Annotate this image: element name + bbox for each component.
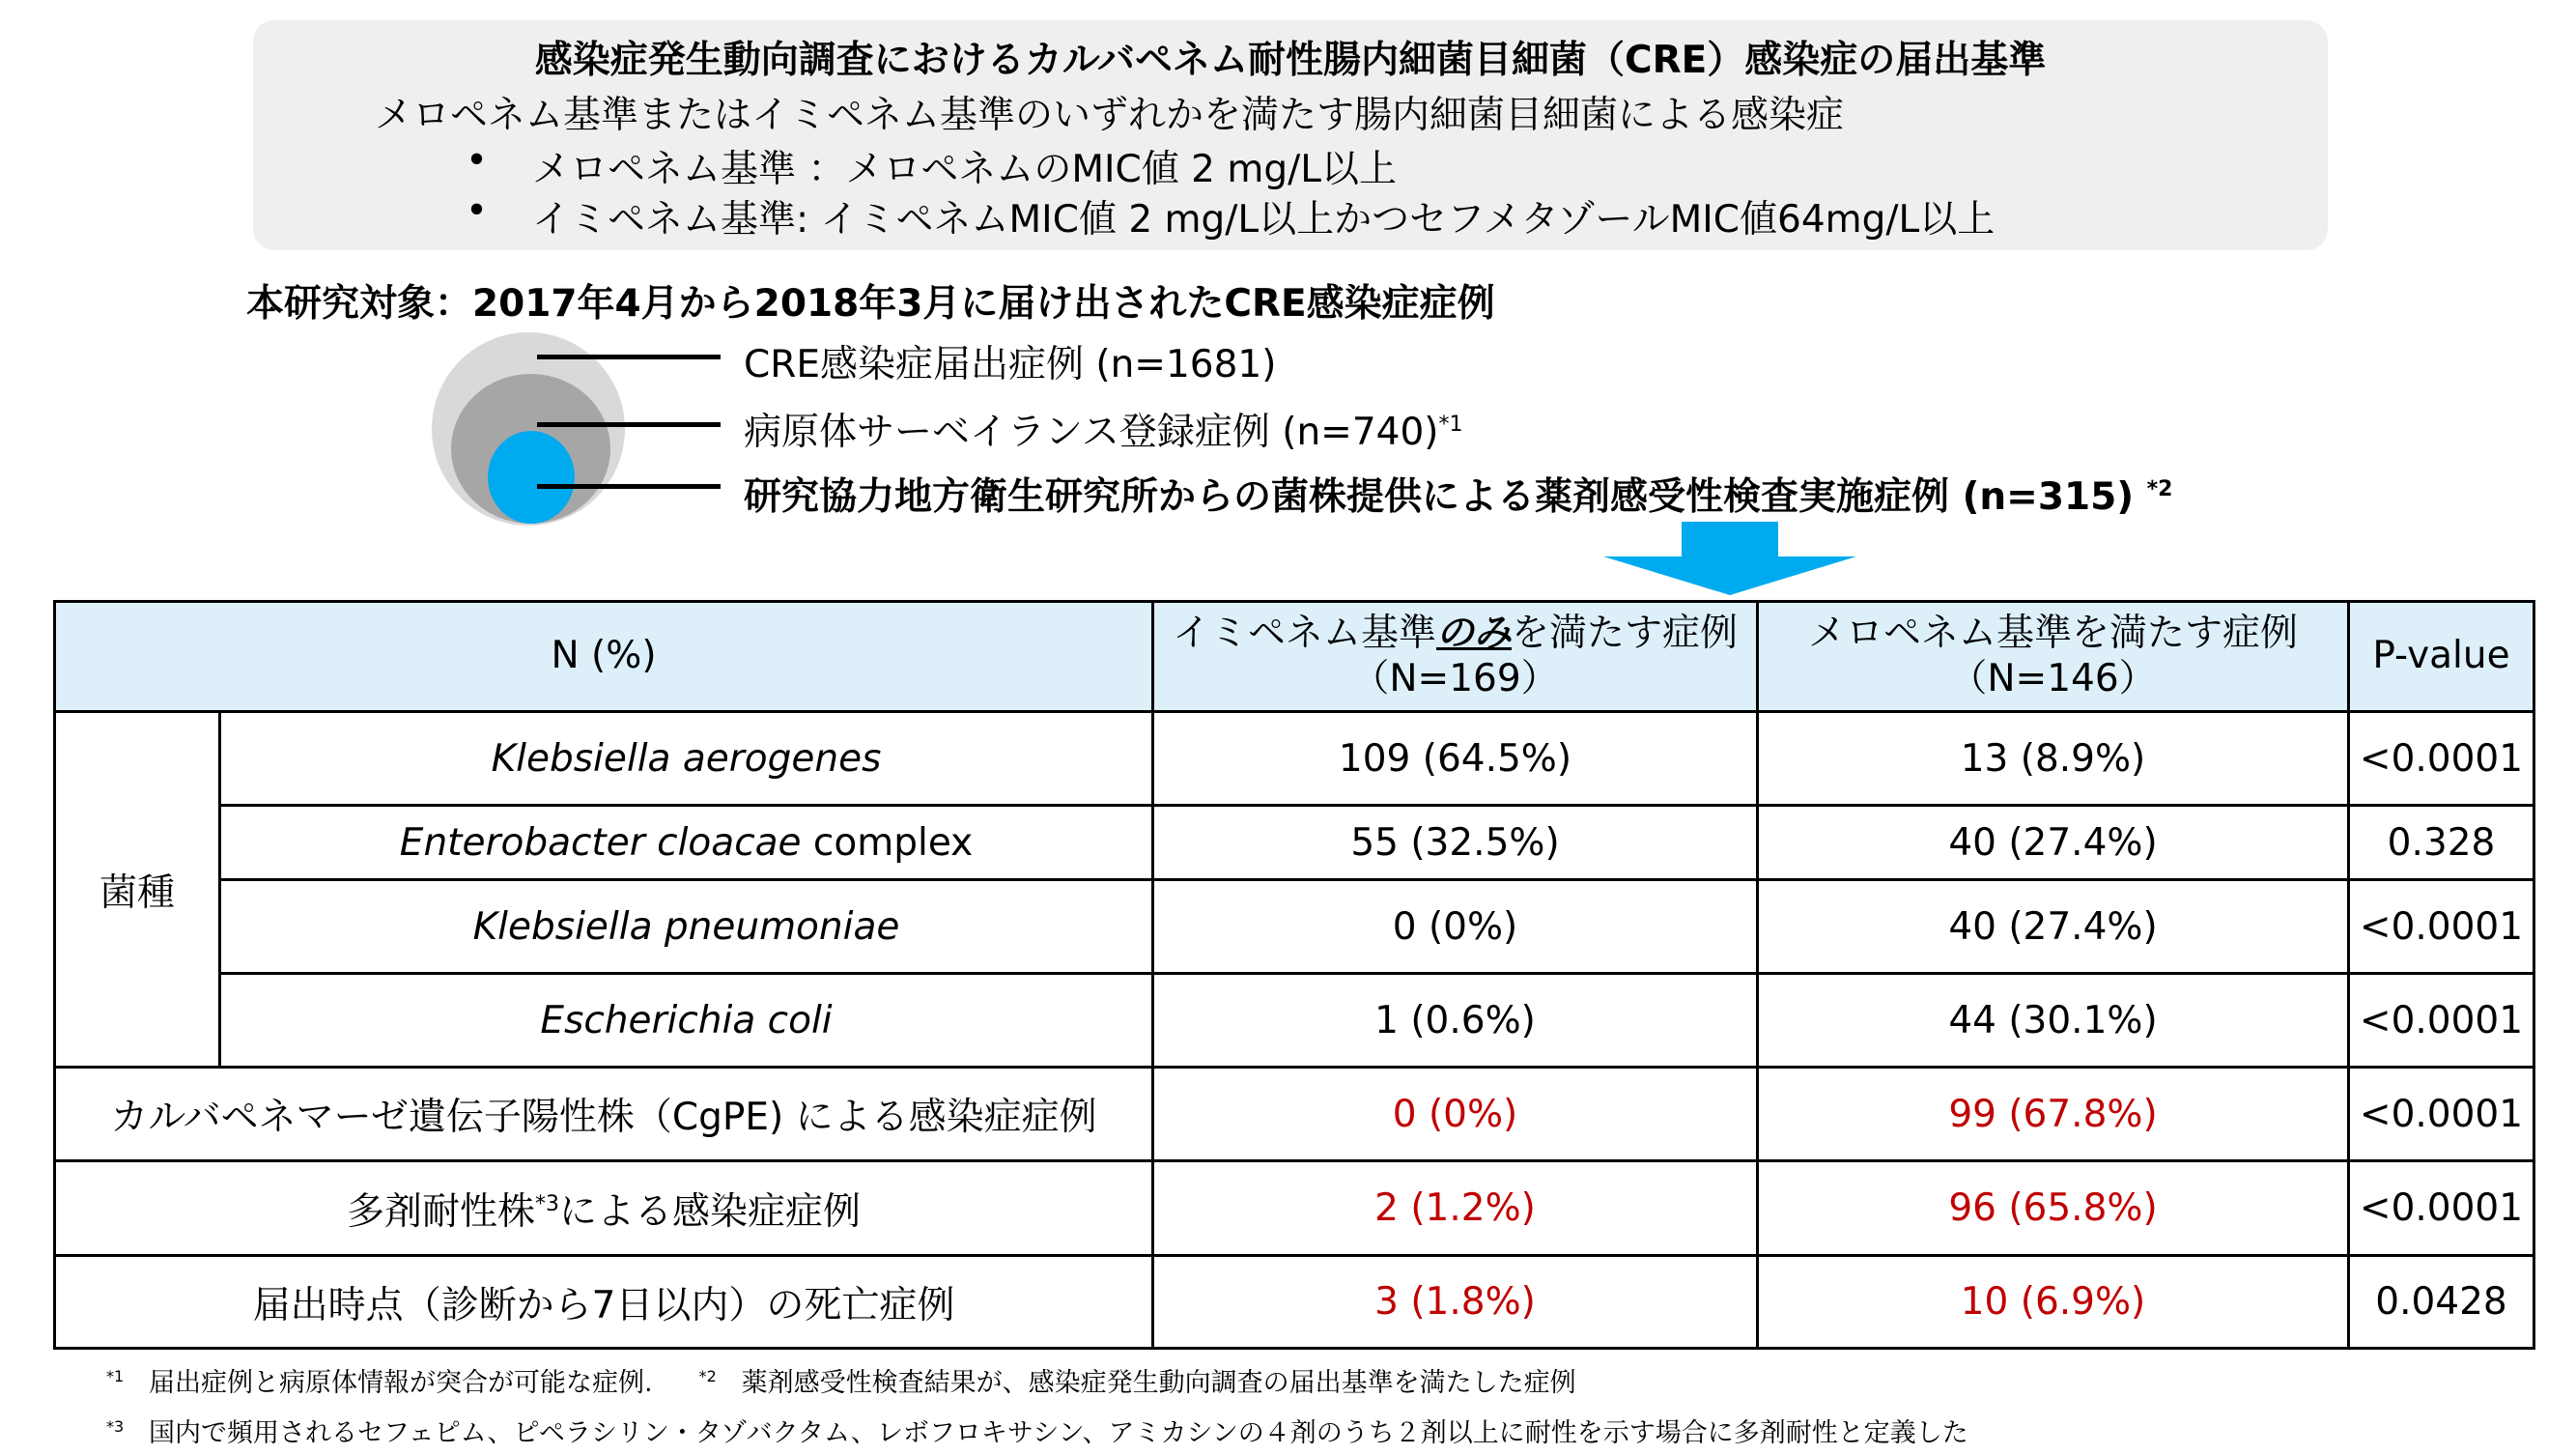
leader-line <box>537 355 721 359</box>
row-label: 届出時点（診断から7日以内）の死亡症例 <box>55 1256 1153 1349</box>
bullet: • <box>466 139 489 183</box>
imipenem-value: 109 (64.5%) <box>1153 712 1758 806</box>
table-row <box>55 712 2534 806</box>
footnote-line: $^{*3}$ 国内で頻用されるセフェピム、ピペラシリン・タゾバクタム、レボフロキサシン、アミカシンの４剤のうち２剤以上に耐性を示す場合に多剤耐性と定義した <box>106 1417 1968 1448</box>
results-table <box>53 600 2535 1350</box>
imipenem-value: 3 (1.8%) <box>1153 1256 1758 1349</box>
species-name: Enterobacter cloacae complex <box>220 806 1153 880</box>
meropenem-value: 10 (6.9%) <box>1758 1256 2349 1349</box>
table-row <box>55 806 2534 880</box>
footnote-ref: *1 <box>1438 413 1463 437</box>
header-pvalue: P-value <box>2349 602 2534 712</box>
venn-label-surveillance: 病原体サーベイランス登録症例 (n=740)$^{*1}$ <box>744 411 1463 454</box>
meropenem-value: 44 (30.1%) <box>1758 974 2349 1068</box>
meropenem-value: 99 (67.8%) <box>1758 1068 2349 1161</box>
header-meropenem: メロペネム基準を満たす症例 （N=146） <box>1758 602 2349 712</box>
imipenem-value: 2 (1.2%) <box>1153 1161 1758 1256</box>
criteria-description: メロペネム基準またはイミペネム基準のいずれかを満たす腸内細菌目細菌による感染症 <box>375 94 1845 137</box>
down-arrow-icon <box>1565 522 1874 599</box>
species-name: Escherichia coli <box>220 974 1153 1068</box>
p-value: <0.0001 <box>2349 974 2534 1068</box>
criteria-item-text: イミペネム基準: イミペネムMIC値 2 mg/L以上かつセフメタゾールMIC値64mg/L以上 <box>532 198 1996 242</box>
venn-label-tested: 研究協力地方衛生研究所からの菌株提供による薬剤感受性検査実施症例 (n=315) $^{*2}$ <box>744 475 2173 519</box>
criteria-item-text: メロペネム基準 ：メロペネムのMIC値 2 mg/L以上 <box>532 148 1398 191</box>
imipenem-value: 0 (0%) <box>1153 880 1758 974</box>
leader-line <box>537 484 721 489</box>
table-header-row <box>55 602 2534 712</box>
leader-line <box>537 422 721 427</box>
criteria-title: 感染症発生動向調査におけるカルバペネム耐性腸内細菌目細菌（CRE）感染症の届出基準 <box>534 39 2047 82</box>
header-n-percent: N (%) <box>55 602 1153 712</box>
table-row <box>55 1256 2534 1349</box>
table-row <box>55 1068 2534 1161</box>
imipenem-value: 1 (0.6%) <box>1153 974 1758 1068</box>
p-value: <0.0001 <box>2349 1161 2534 1256</box>
species-name: Klebsiella aerogenes <box>220 712 1153 806</box>
p-value: <0.0001 <box>2349 1068 2534 1161</box>
imipenem-value: 55 (32.5%) <box>1153 806 1758 880</box>
p-value: <0.0001 <box>2349 880 2534 974</box>
meropenem-value: 13 (8.9%) <box>1758 712 2349 806</box>
study-target-heading: 本研究対象：2017年4月から2018年3月に届け出されたCRE感染症症例 <box>246 282 1495 326</box>
table-row <box>55 880 2534 974</box>
imipenem-value: 0 (0%) <box>1153 1068 1758 1161</box>
venn-inner-circle <box>488 431 575 524</box>
p-value: <0.0001 <box>2349 712 2534 806</box>
table-row <box>55 1161 2534 1256</box>
row-label: カルバペネマーゼ遺伝子陽性株（CgPE) による感染症症例 <box>55 1068 1153 1161</box>
meropenem-value: 40 (27.4%) <box>1758 806 2349 880</box>
table-row <box>55 974 2534 1068</box>
meropenem-value: 40 (27.4%) <box>1758 880 2349 974</box>
footnote-line: $^{*1}$ 届出症例と病原体情報が突合が可能な症例. $^{*2}$ 薬剤感受性検査結果が、感染症発生動向調査の届出基準を満たした症例 <box>106 1367 1576 1398</box>
header-imipenem-only: イミペネム基準のみを満たす症例 （N=169） <box>1153 602 1758 712</box>
footnotes <box>106 1355 1968 1455</box>
p-value: 0.0428 <box>2349 1256 2534 1349</box>
footnote-ref: *2 <box>2146 477 2173 501</box>
p-value: 0.328 <box>2349 806 2534 880</box>
meropenem-value: 96 (65.8%) <box>1758 1161 2349 1256</box>
bullet: • <box>466 189 489 233</box>
species-group-label: 菌種 <box>55 712 220 1068</box>
footnote-ref: *3 <box>535 1191 559 1216</box>
row-label: 多剤耐性株$^{*3}$による感染症症例 <box>55 1161 1153 1256</box>
venn-label-cre: CRE感染症届出症例 (n=1681) <box>744 343 1277 386</box>
species-name: Klebsiella pneumoniae <box>220 880 1153 974</box>
